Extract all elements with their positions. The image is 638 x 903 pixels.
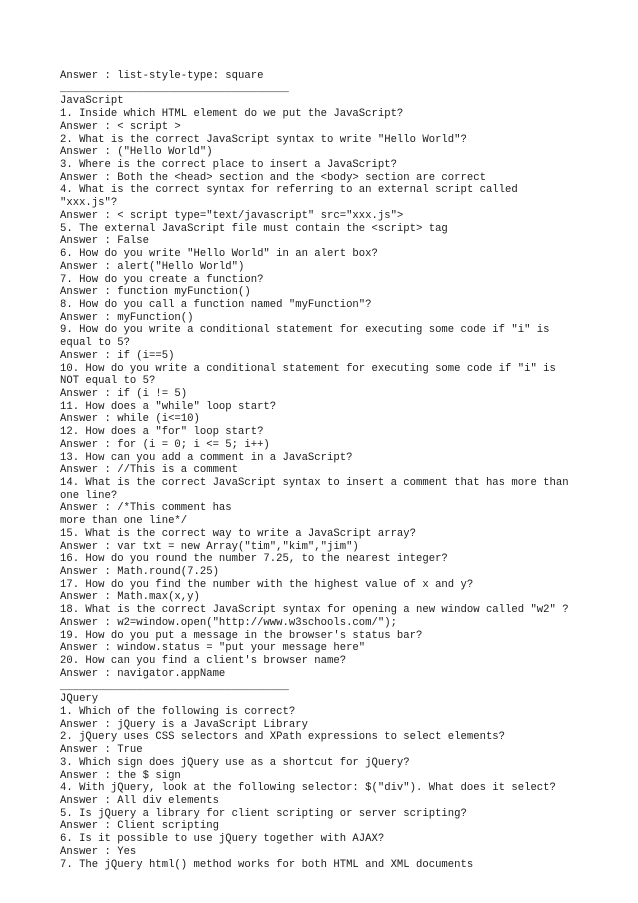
document-line: 18. What is the correct JavaScript syntax for opening a new window called "w2" ?: [60, 604, 569, 617]
document-line: JavaScript: [60, 95, 124, 108]
document-line: 1. Which of the following is correct?: [60, 705, 296, 718]
document-line: equal to 5?: [60, 337, 130, 350]
document-line: Answer : All div elements: [60, 794, 219, 807]
document-line: Answer : //This is a comment: [60, 464, 239, 477]
document-line: 11. How does a "while" loop start?: [60, 400, 277, 413]
document-line: Answer : jQuery is a JavaScript Library: [60, 718, 308, 731]
document-line: Answer : ("Hello World"): [60, 146, 213, 159]
document-line: 1. Inside which HTML element do we put the JavaScript?: [60, 108, 404, 121]
document-line: Answer : while (i<=10): [60, 413, 200, 426]
document-line: 10. How do you write a conditional statement for executing some code if "i" is: [60, 362, 556, 375]
document-line: Answer : window.status = "put your message here": [60, 642, 366, 655]
document-line: 19. How do you put a message in the browser's status bar?: [60, 629, 423, 642]
document-line: 12. How does a "for" loop start?: [60, 426, 264, 439]
document-line: 6. Is it possible to use jQuery together with AJAX?: [60, 833, 385, 846]
document-line: Answer : navigator.appName: [60, 667, 226, 680]
document-line: "xxx.js"?: [60, 197, 118, 210]
document-line: NOT equal to 5?: [60, 375, 156, 388]
document-line: Answer : if (i==5): [60, 349, 175, 362]
document-line: Answer : alert("Hello World"): [60, 260, 245, 273]
document-line: Answer : < script type="text/javascript" src="xxx.js">: [60, 209, 404, 222]
document-line: 17. How do you find the number with the highest value of x and y?: [60, 578, 474, 591]
document-line: JQuery: [60, 693, 99, 706]
document-line: Answer : function myFunction(): [60, 286, 251, 299]
document-line: Answer : var txt = new Array("tim","kim","jim"): [60, 540, 359, 553]
document-line: Answer : Both the <head> section and the <body> section are correct: [60, 171, 486, 184]
document-line: 6. How do you write "Hello World" in an alert box?: [60, 248, 378, 261]
document-line: Answer : Client scripting: [60, 820, 219, 833]
document-line: 7. How do you create a function?: [60, 273, 264, 286]
document-line: 14. What is the correct JavaScript syntax to insert a comment that has more than: [60, 477, 569, 489]
document-line: 9. How do you write a conditional statement for executing some code if "i" is: [60, 324, 550, 337]
document-line: 2. What is the correct JavaScript syntax to write "Hello World"?: [60, 133, 467, 146]
document-line: Answer : Math.round(7.25): [60, 566, 219, 579]
document-line: 2. jQuery uses CSS selectors and XPath expressions to select elements?: [60, 731, 506, 744]
document-line: Answer : Math.max(x,y): [60, 591, 200, 604]
document-line: 5. Is jQuery a library for client scripting or server scripting?: [60, 807, 467, 820]
document-line: 13. How can you add a comment in a JavaScript?: [60, 451, 353, 464]
document-line: Answer : for (i = 0; i <= 5; i++): [60, 438, 270, 451]
document-line: 20. How can you find a client's browser name?: [60, 655, 347, 668]
document-line: Answer : False: [60, 235, 150, 248]
document-line: 7. The jQuery html() method works for both HTML and XML documents: [60, 858, 474, 871]
document-line: 15. What is the correct way to write a JavaScript array?: [60, 527, 417, 540]
document-line: 5. The external JavaScript file must contain the <script> tag: [60, 222, 448, 235]
document-line: 8. How do you call a function named "myFunction"?: [60, 298, 372, 311]
document-line: one line?: [60, 489, 118, 502]
document-line: Answer : myFunction(): [60, 311, 194, 324]
document-line: Answer : the $ sign: [60, 769, 181, 782]
document-line: Answer : list-style-type: square: [60, 70, 264, 82]
document-line: ____________________________________: [60, 680, 289, 693]
document-line: Answer : < script >: [60, 120, 181, 133]
document-line: 16. How do you round the number 7.25, to the nearest integer?: [60, 553, 448, 566]
document-line: 3. Which sign does jQuery use as a shortcut for jQuery?: [60, 756, 410, 769]
document-line: Answer : /*This comment has: [60, 502, 232, 515]
document-line: 3. Where is the correct place to insert a JavaScript?: [60, 159, 397, 172]
document-page: [60, 70, 620, 871]
document-line: ____________________________________: [60, 82, 289, 95]
document-line: Answer : Yes: [60, 845, 137, 858]
document-line: Answer : w2=window.open("http://www.w3schools.com/");: [60, 616, 397, 629]
document-line: Answer : if (i != 5): [60, 387, 188, 400]
document-line: more than one line*/: [60, 515, 188, 528]
document-line: Answer : True: [60, 744, 143, 757]
document-line: 4. With jQuery, look at the following selector: $("div"). What does it select?: [60, 782, 556, 795]
document-line: 4. What is the correct syntax for referring to an external script called: [60, 184, 518, 197]
